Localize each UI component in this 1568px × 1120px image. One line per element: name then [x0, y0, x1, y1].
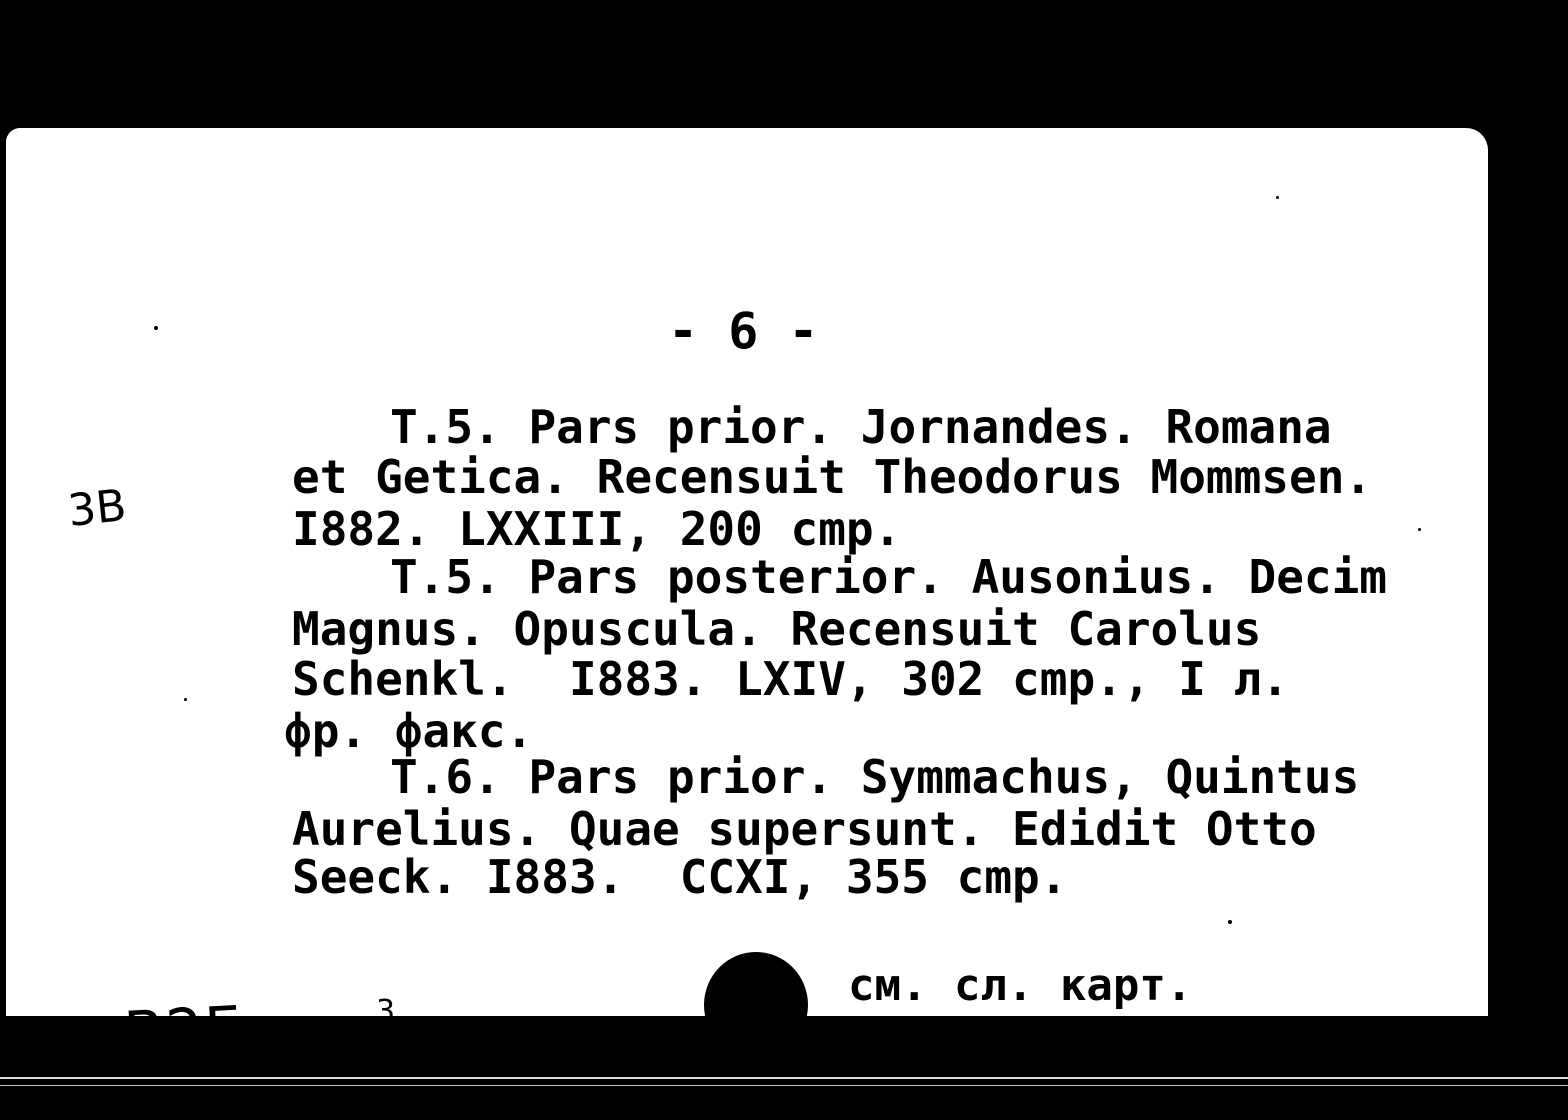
scan-edge-line	[0, 1077, 1568, 1079]
dust-speck	[154, 326, 158, 330]
dust-speck	[1418, 528, 1421, 531]
catalog-card	[6, 128, 1488, 1068]
punch-hole	[704, 952, 808, 1058]
page-number: - 6 -	[668, 302, 819, 360]
handwritten-squiggle-icon	[446, 1028, 486, 1052]
entry-line-9: Aurelius. Quae supersunt. Edidit Otto	[292, 802, 1317, 856]
entry-line-10: Seeck. I883. CCXI, 355 cmp.	[292, 850, 1068, 904]
cross-reference: см. сл. карт.	[848, 960, 1193, 1011]
entry-line-6: Schenkl. I883. LXIV, 302 cmp., I л.	[292, 652, 1289, 706]
handwritten-shelf-mark: 3B	[65, 480, 129, 537]
handwritten-delta-icon	[304, 1028, 372, 1088]
handwritten-superscript: 3	[376, 994, 396, 1029]
entry-line-2: et Getica. Recensuit Theodorus Mommsen.	[292, 450, 1373, 504]
entry-line-8: T.6. Pars prior. Symmachus, Quintus	[390, 750, 1360, 804]
entry-line-4: T.5. Pars posterior. Ausonius. Decim	[390, 550, 1387, 604]
entry-line-7: фр. факс.	[284, 704, 534, 758]
entry-line-5: Magnus. Opuscula. Recensuit Carolus	[292, 602, 1262, 656]
entry-line-1: T.5. Pars prior. Jornandes. Romana	[390, 400, 1332, 454]
scan-edge-line	[0, 1085, 1568, 1086]
entry-line-3: I882. LXXIII, 200 cmp.	[292, 502, 902, 556]
dust-speck	[184, 698, 187, 701]
handwritten-code: B2E	[122, 992, 246, 1068]
dust-speck	[1228, 920, 1232, 924]
dust-speck	[1276, 196, 1279, 199]
